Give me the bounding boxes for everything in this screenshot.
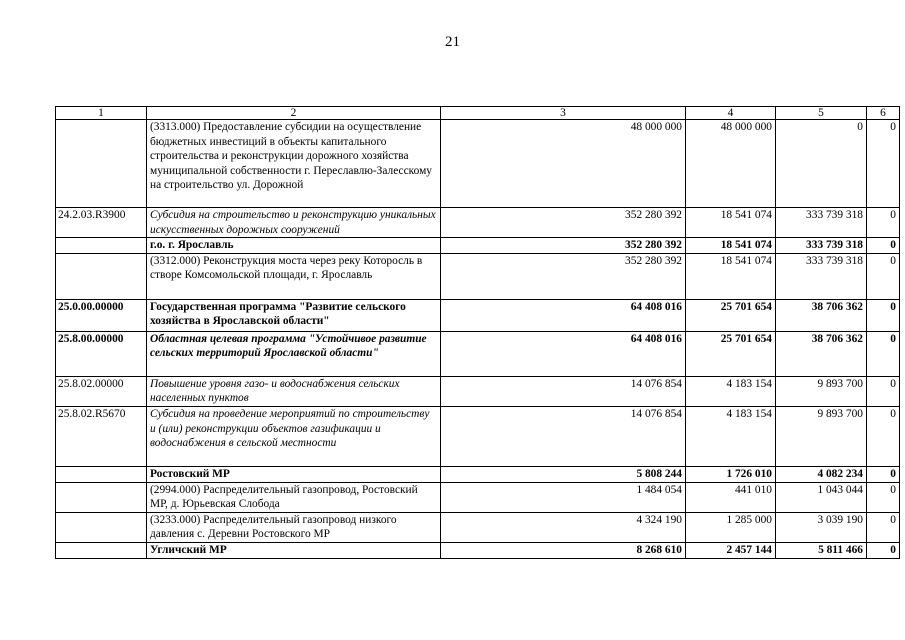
value-cell: 64 408 016: [441, 299, 686, 331]
value-cell: 5 811 466: [776, 542, 867, 558]
value-cell: 0: [867, 542, 900, 558]
value-cell: 18 541 074: [686, 208, 776, 238]
code-cell: 25.8.00.00000: [56, 331, 147, 376]
value-cell: 0: [867, 208, 900, 238]
value-cell: 64 408 016: [441, 331, 686, 376]
value-cell: 441 010: [686, 482, 776, 512]
value-cell: 48 000 000: [441, 120, 686, 208]
table-row: [56, 120, 900, 208]
code-cell: [56, 482, 147, 512]
name-cell: Ростовский МР: [147, 466, 441, 482]
name-cell: (2994.000) Распределительный газопровод, Ростовский МР, д. Юрьевская Слобода: [147, 482, 441, 512]
value-cell: 0: [867, 331, 900, 376]
page-number: 21: [445, 34, 460, 50]
code-cell: [56, 253, 147, 299]
budget-table: [55, 106, 900, 559]
code-cell: 25.8.02.R5670: [56, 406, 147, 466]
table-row: [56, 208, 900, 238]
value-cell: 1 484 054: [441, 482, 686, 512]
value-cell: 0: [867, 482, 900, 512]
name-cell: г.о. г. Ярославль: [147, 238, 441, 254]
header-cell: 3: [441, 107, 686, 120]
value-cell: 352 280 392: [441, 238, 686, 254]
header-cell: 6: [867, 107, 900, 120]
value-cell: 333 739 318: [776, 238, 867, 254]
value-cell: 1 043 044: [776, 482, 867, 512]
code-cell: [56, 542, 147, 558]
header-cell: 2: [147, 107, 441, 120]
code-cell: [56, 120, 147, 208]
table-row: [56, 482, 900, 512]
header-cell: 5: [776, 107, 867, 120]
value-cell: 352 280 392: [441, 208, 686, 238]
code-cell: 25.8.02.00000: [56, 376, 147, 406]
value-cell: 18 541 074: [686, 253, 776, 299]
value-cell: 1 285 000: [686, 512, 776, 542]
table-row: [56, 542, 900, 558]
table-row: [56, 331, 900, 376]
value-cell: 0: [867, 376, 900, 406]
value-cell: 0: [867, 299, 900, 331]
value-cell: 3 039 190: [776, 512, 867, 542]
table-row: [56, 253, 900, 299]
value-cell: 0: [867, 238, 900, 254]
value-cell: 38 706 362: [776, 331, 867, 376]
table-row: [56, 238, 900, 254]
value-cell: 0: [776, 120, 867, 208]
table-row: [56, 512, 900, 542]
table-row: [56, 466, 900, 482]
value-cell: 0: [867, 466, 900, 482]
value-cell: 38 706 362: [776, 299, 867, 331]
value-cell: 8 268 610: [441, 542, 686, 558]
value-cell: 333 739 318: [776, 208, 867, 238]
value-cell: 4 183 154: [686, 406, 776, 466]
name-cell: Областная целевая программа "Устойчивое развитие сельских территорий Ярославской области": [147, 331, 441, 376]
code-cell: [56, 238, 147, 254]
code-cell: 25.0.00.00000: [56, 299, 147, 331]
table-row: [56, 299, 900, 331]
value-cell: 352 280 392: [441, 253, 686, 299]
name-cell: Угличский МР: [147, 542, 441, 558]
code-cell: 24.2.03.R3900: [56, 208, 147, 238]
value-cell: 0: [867, 253, 900, 299]
name-cell: (3313.000) Предоставление субсидии на осуществление бюджетных инвестиций в объекты капитального строительства и реконструкции дорожного хозяйства муниципальной собственности г. Переславлю-Залесскому на строительство ул. Дорожной: [147, 120, 441, 208]
name-cell: Субсидия на строительство и реконструкцию уникальных искусственных дорожных сооружений: [147, 208, 441, 238]
value-cell: 4 324 190: [441, 512, 686, 542]
value-cell: 9 893 700: [776, 406, 867, 466]
table-row: [56, 376, 900, 406]
name-cell: (3312.000) Реконструкция моста через реку Которосль в створе Комсомольской площади, г. Ярославль: [147, 253, 441, 299]
value-cell: 25 701 654: [686, 331, 776, 376]
value-cell: 48 000 000: [686, 120, 776, 208]
value-cell: 4 082 234: [776, 466, 867, 482]
value-cell: 9 893 700: [776, 376, 867, 406]
value-cell: 0: [867, 120, 900, 208]
value-cell: 14 076 854: [441, 376, 686, 406]
code-cell: [56, 512, 147, 542]
name-cell: Субсидия на проведение мероприятий по строительству и (или) реконструкции объектов газификации и водоснабжения в сельской местности: [147, 406, 441, 466]
name-cell: Государственная программа "Развитие сельского хозяйства в Ярославской области": [147, 299, 441, 331]
table-row: [56, 406, 900, 466]
value-cell: 1 726 010: [686, 466, 776, 482]
value-cell: 2 457 144: [686, 542, 776, 558]
value-cell: 4 183 154: [686, 376, 776, 406]
value-cell: 18 541 074: [686, 238, 776, 254]
code-cell: [56, 466, 147, 482]
name-cell: (3233.000) Распределительный газопровод низкого давления с. Деревни Ростовского МР: [147, 512, 441, 542]
header-cell: 4: [686, 107, 776, 120]
header-cell: 1: [56, 107, 147, 120]
value-cell: 0: [867, 512, 900, 542]
value-cell: 333 739 318: [776, 253, 867, 299]
value-cell: 25 701 654: [686, 299, 776, 331]
value-cell: 5 808 244: [441, 466, 686, 482]
name-cell: Повышение уровня газо- и водоснабжения сельских населенных пунктов: [147, 376, 441, 406]
value-cell: 0: [867, 406, 900, 466]
table-header-row: [56, 107, 900, 120]
value-cell: 14 076 854: [441, 406, 686, 466]
